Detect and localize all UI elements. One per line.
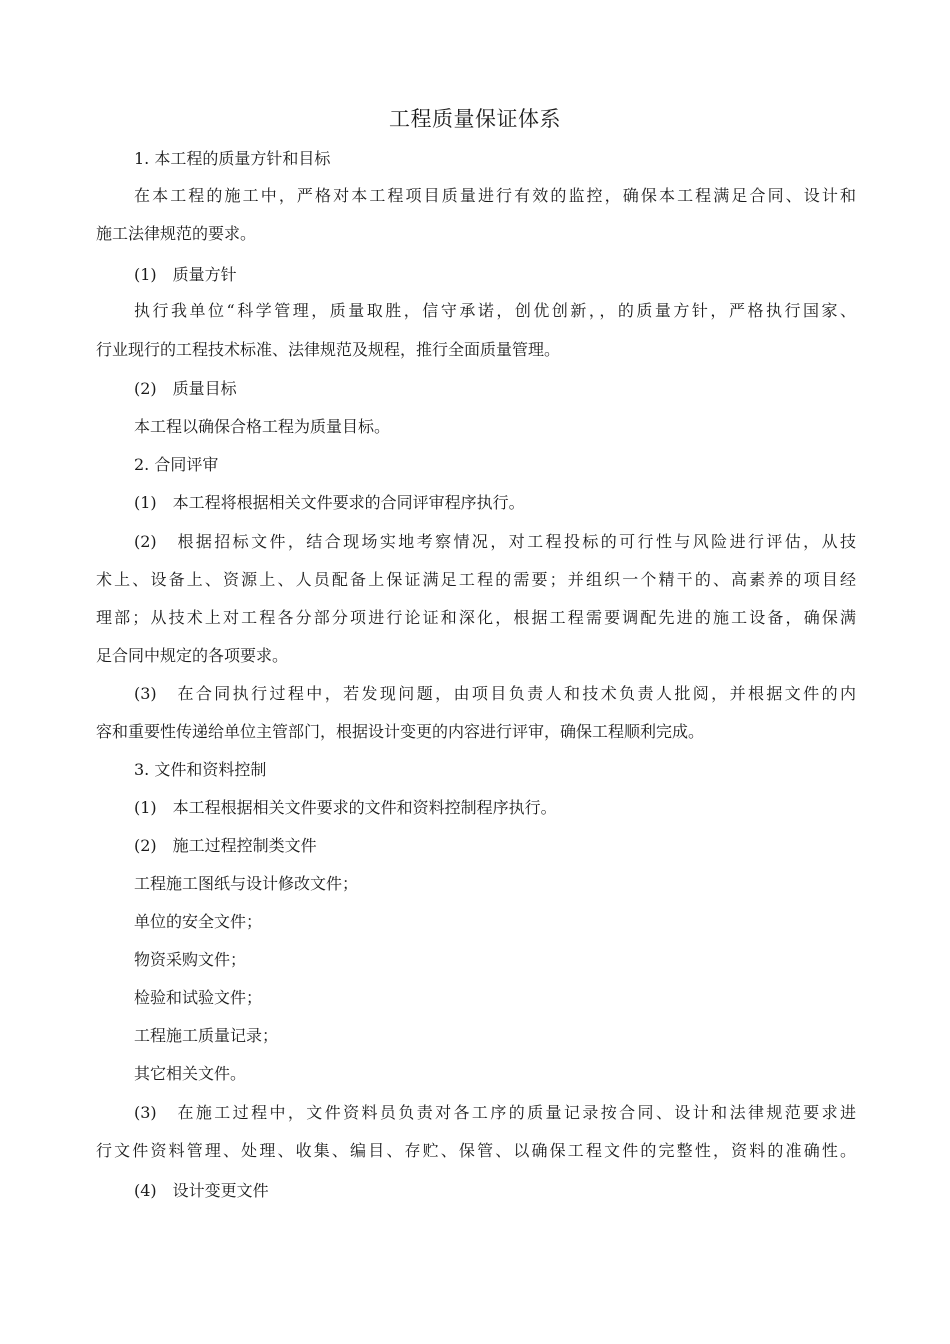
paragraph-line: 行业现行的工程技术标准、法律规范及规程，推行全面质量管理。 xyxy=(96,340,561,359)
document-title: 工程质量保证体系 xyxy=(389,107,561,131)
paragraph-line: 足合同中规定的各项要求。 xyxy=(96,646,289,665)
paragraph-line: 执行我单位“科学管理，质量取胜，信守承诺，创优创新，，的质量方针，严格执行国家、 xyxy=(134,301,856,320)
paragraph-line: 本工程以确保合格工程为质量目标。 xyxy=(134,417,391,436)
subsection-heading: (2) 施工过程控制类文件 xyxy=(134,836,317,855)
paragraph-line: 施工法律规范的要求。 xyxy=(96,224,257,243)
section-heading: 3. 文件和资料控制 xyxy=(134,760,267,779)
list-item: 检验和试验文件； xyxy=(134,988,263,1007)
list-item: 其它相关文件。 xyxy=(134,1064,247,1083)
list-item: 物资采购文件； xyxy=(134,950,247,969)
list-item: 工程施工图纸与设计修改文件； xyxy=(134,874,359,893)
paragraph-line: 在本工程的施工中，严格对本工程项目质量进行有效的监控，确保本工程满足合同、设计和 xyxy=(134,186,856,205)
list-item: 工程施工质量记录； xyxy=(134,1026,279,1045)
paragraph-line: (3) 在施工过程中，文件资料员负责对各工序的质量记录按合同、设计和法律规范要求进 xyxy=(134,1103,856,1122)
section-heading: 1. 本工程的质量方针和目标 xyxy=(134,149,331,168)
paragraph-line: 术上、设备上、资源上、人员配备上保证满足工程的需要；并组织一个精干的、高素养的项目经 xyxy=(96,570,856,589)
subsection-heading: (2) 质量目标 xyxy=(134,379,237,398)
paragraph-line: (2) 根据招标文件，结合现场实地考察情况，对工程投标的可行性与风险进行评估，从技 xyxy=(134,532,856,551)
paragraph-line: 行文件资料管理、处理、收集、编目、存贮、保管、以确保工程文件的完整性，资料的准确性。 xyxy=(96,1141,856,1160)
subsection-heading: (4) 设计变更文件 xyxy=(134,1181,269,1200)
paragraph-line: 容和重要性传递给单位主管部门，根据设计变更的内容进行评审，确保工程顺利完成。 xyxy=(96,722,705,741)
paragraph-line: 理部；从技术上对工程各分部分项进行论证和深化，根据工程需要调配先进的施工设备，确保满 xyxy=(96,608,856,627)
list-item: (1) 本工程将根据相关文件要求的合同评审程序执行。 xyxy=(134,493,525,512)
list-item: 单位的安全文件； xyxy=(134,912,263,931)
list-item: (1) 本工程根据相关文件要求的文件和资料控制程序执行。 xyxy=(134,798,557,817)
section-heading: 2. 合同评审 xyxy=(134,455,219,474)
paragraph-line: (3) 在合同执行过程中，若发现问题，由项目负责人和技术负责人批阅，并根据文件的内 xyxy=(134,684,856,703)
subsection-heading: (1) 质量方针 xyxy=(134,265,237,284)
